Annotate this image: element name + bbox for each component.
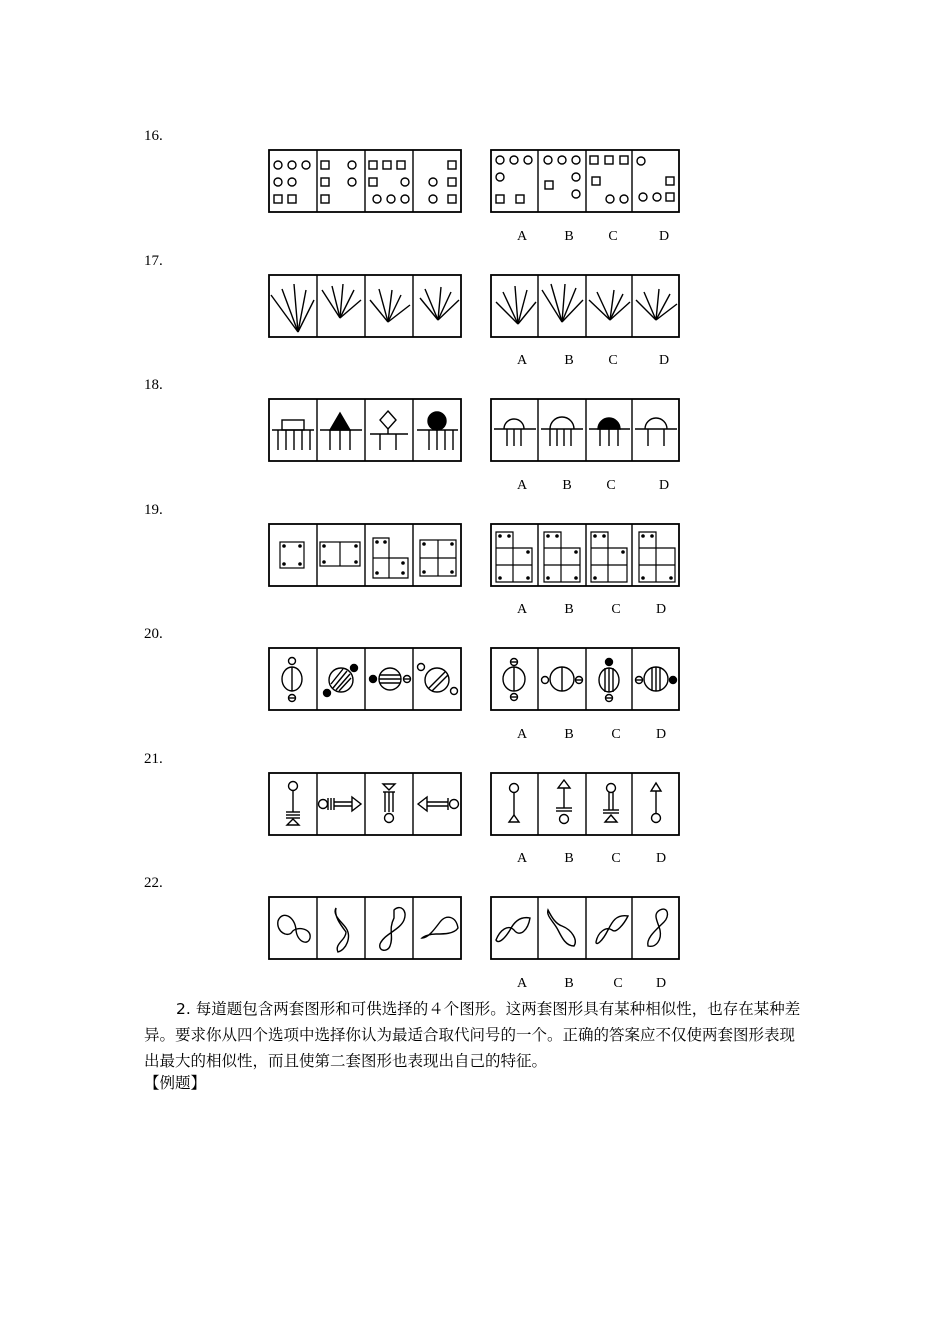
option-label-b: B <box>564 851 574 866</box>
option-label-d: D <box>658 229 670 244</box>
option-label-c: C <box>613 976 623 991</box>
option-label-a: A <box>516 851 528 866</box>
option-label-c: C <box>611 851 621 866</box>
question-number-17: 17. <box>144 253 163 269</box>
option-label-c: C <box>608 353 618 368</box>
option-label-c: C <box>611 602 621 617</box>
figure-row-20 <box>269 648 679 710</box>
option-label-d: D <box>655 851 667 866</box>
option-label-b: B <box>564 229 574 244</box>
question-number-16: 16. <box>144 128 163 144</box>
figure-row-21 <box>269 773 679 835</box>
question-number-20: 20. <box>144 626 163 642</box>
option-label-b: B <box>564 353 574 368</box>
option-label-a: A <box>516 478 528 493</box>
question-number-21: 21. <box>144 751 163 767</box>
option-label-b: B <box>564 727 574 742</box>
option-label-c: C <box>608 229 618 244</box>
option-label-d: D <box>655 602 667 617</box>
figure-row-19 <box>269 524 679 586</box>
figure-row-17 <box>269 275 679 337</box>
instruction-text: 2. 每道题包含两套图形和可供选择的４个图形。这两套图形具有某种相似性，也存在某种差异。要求你从四个选项中选择你认为最适合取代问号的一个。正确的答案应不仅使两套图形表现出最大的相似性，而且使第二套图形也表现出自己的特征。 <box>144 1000 801 1070</box>
option-label-b: B <box>564 976 574 991</box>
option-label-d: D <box>658 478 670 493</box>
option-label-d: D <box>655 976 667 991</box>
option-label-a: A <box>516 229 528 244</box>
option-label-a: A <box>516 727 528 742</box>
option-label-a: A <box>516 353 528 368</box>
option-label-b: B <box>564 602 574 617</box>
figure-row-16 <box>269 150 679 212</box>
figure-row-22 <box>269 897 679 959</box>
figure-row-18 <box>269 399 679 461</box>
instruction-paragraph <box>144 996 810 1074</box>
question-number-19: 19. <box>144 502 163 518</box>
option-label-c: C <box>606 478 616 493</box>
option-label-c: C <box>611 727 621 742</box>
option-label-d: D <box>658 353 670 368</box>
option-label-a: A <box>516 602 528 617</box>
example-heading: 【例题】 <box>144 1074 207 1092</box>
option-label-d: D <box>655 727 667 742</box>
question-number-22: 22. <box>144 875 163 891</box>
question-number-18: 18. <box>144 377 163 393</box>
option-label-a: A <box>516 976 528 991</box>
option-label-b: B <box>562 478 572 493</box>
